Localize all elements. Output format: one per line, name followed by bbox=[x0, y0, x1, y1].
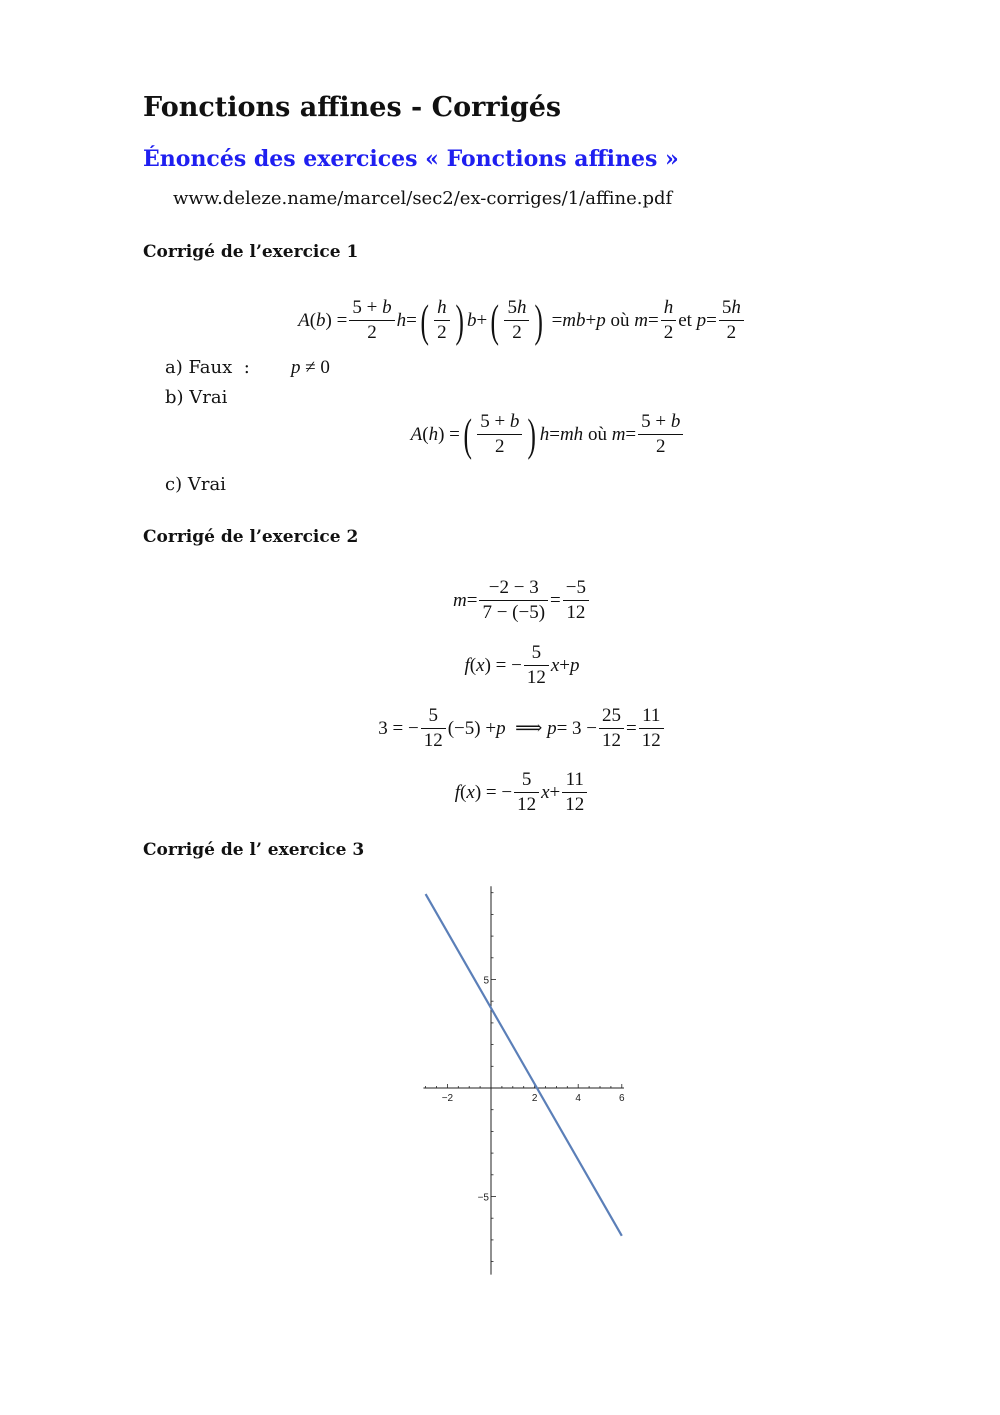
answer-c: c) Vrai bbox=[165, 474, 226, 495]
section-heading-ex2: Corrigé de l’exercice 2 bbox=[143, 527, 359, 547]
answer-a: a) Faux : bbox=[165, 357, 250, 378]
word-ou-2: où bbox=[587, 423, 607, 445]
x-tick-label: −2 bbox=[441, 1093, 454, 1104]
y-tick-label: 5 bbox=[483, 975, 489, 987]
ex2-intercept-equation: 3 = − $\frac{5}{12}$ (−5) + p ⟹ p = 3 − $\frac{25}{12}$ = $\frac{11}{12}$ bbox=[22, 704, 1000, 753]
ex2-result-equation: f ( x ) = − $\frac{5}{12}$ x + $\frac{11}{12}$ bbox=[22, 768, 1000, 817]
word-ou: où bbox=[610, 309, 630, 331]
ex2-slope-equation: m = $\frac{-2 - 3}{7 - (-5)}$ = $\frac{-5}{12}$ bbox=[22, 576, 1000, 625]
answer-a-math: p ≠ 0 bbox=[291, 357, 330, 378]
section-heading-ex1: Corrigé de l’exercice 1 bbox=[143, 242, 359, 262]
ex1-main-equation: A ( b ) = $\frac{5 + b}{2}$ h = ( $\frac{h}{2}$ ) b + ( $\frac{5h}{2}$ ) = mb + p où m = $\frac{h}{2}$ et p = $\frac{5h}{2}$ bbox=[22, 296, 1000, 345]
word-et: et bbox=[678, 309, 692, 331]
source-url[interactable]: www.deleze.name/marcel/sec2/ex-corriges/1/affine.pdf bbox=[173, 188, 673, 209]
y-tick-label: −5 bbox=[477, 1192, 489, 1204]
exercises-link[interactable]: Énoncés des exercices « Fonctions affines » bbox=[143, 146, 679, 172]
page-title: Fonctions affines - Corrigés bbox=[143, 92, 562, 123]
x-tick-label: 2 bbox=[531, 1093, 538, 1104]
x-tick-label: 6 bbox=[619, 1093, 625, 1104]
series-line bbox=[426, 894, 622, 1236]
section-heading-ex3: Corrigé de l’ exercice 3 bbox=[143, 840, 365, 860]
x-tick-label: 4 bbox=[575, 1093, 581, 1104]
ex1-b-equation: A ( h ) = ( $\frac{5 + b}{2}$ ) h = mh où m = $\frac{5 + b}{2}$ bbox=[48, 410, 1000, 459]
answer-b: b) Vrai bbox=[165, 387, 228, 408]
ex2-function-equation: f ( x ) = − $\frac{5}{12}$ x + p bbox=[464, 642, 580, 688]
